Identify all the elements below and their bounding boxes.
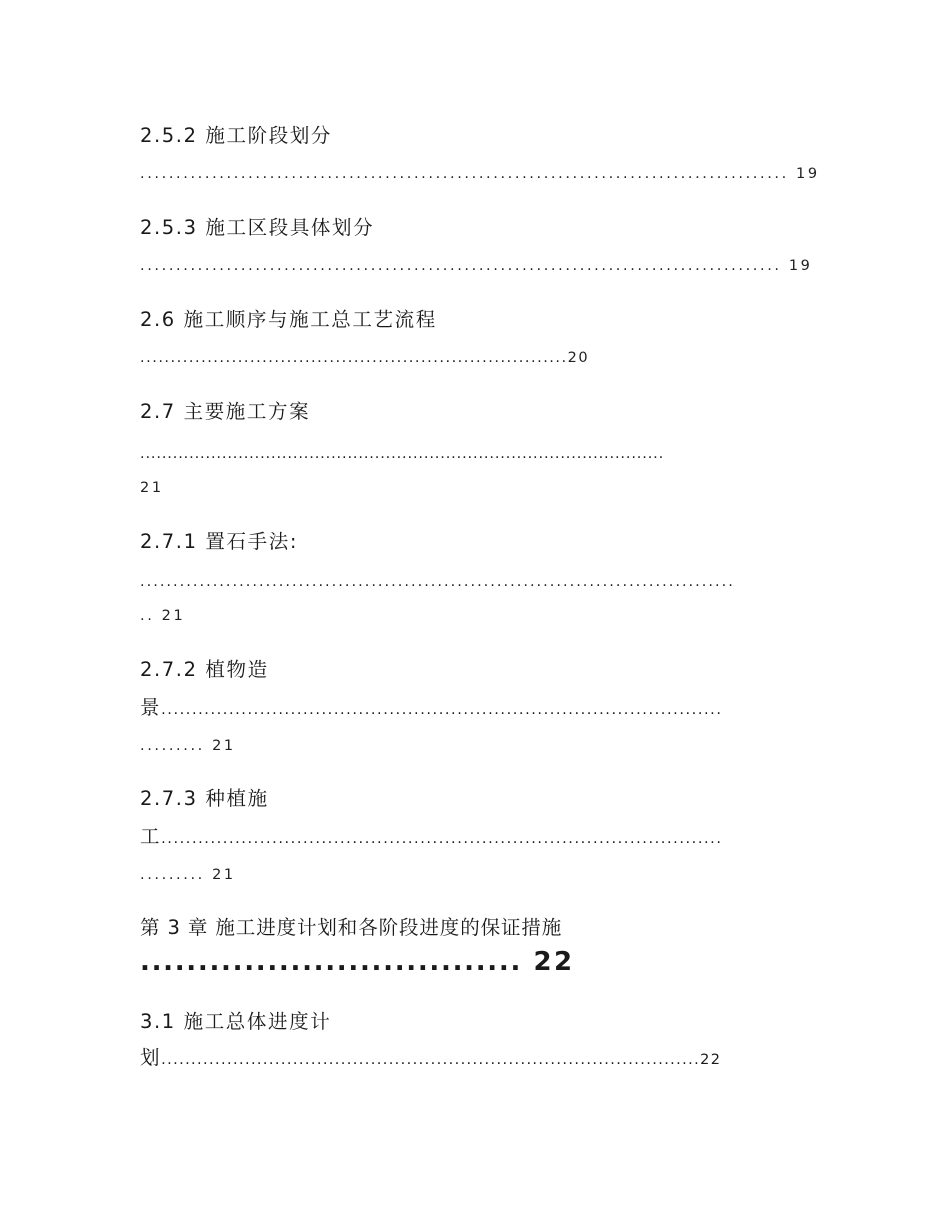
toc-entry-leader — [140, 696, 723, 722]
toc-chapter-leader — [140, 946, 574, 978]
page-number: .. 21 — [140, 608, 186, 624]
page-number: 19 — [788, 258, 813, 274]
toc-chapter-title: 第 3 章 施工进度计划和各阶段进度的保证措施 — [140, 916, 563, 939]
toc-entry-title: 2.7.1 置石手法: — [140, 530, 298, 553]
dot-leader: ..........................................................................................22 — [161, 1052, 722, 1068]
toc-entry-leader: ......................................................................20 — [140, 350, 590, 366]
toc-entry-title: 2.5.2 施工阶段划分 — [140, 124, 333, 147]
dot-leader: .......................................................................................... — [140, 574, 735, 590]
page-number: 22 — [533, 947, 575, 977]
toc-entry-title: 2.6 施工顺序与施工总工艺流程 — [140, 308, 437, 331]
title-continuation: 划 — [140, 1046, 162, 1069]
page-number: ......... 21 — [140, 738, 236, 754]
title-continuation: 景 — [140, 696, 162, 719]
dot-leader: ......................................................................................... — [140, 258, 782, 274]
toc-entry-leader — [140, 825, 723, 851]
toc-entry-leader — [140, 1046, 721, 1072]
toc-entry-title: 3.1 施工总体进度计 — [140, 1010, 332, 1033]
toc-entry-leader — [140, 256, 813, 276]
dot-leader: ........................................................................................... — [161, 702, 723, 718]
toc-entry-title: 2.7 主要施工方案 — [140, 400, 311, 423]
page-number: 19 — [796, 166, 820, 182]
dot-leader: ........................................................................................... — [161, 831, 723, 847]
toc-entry-title: 2.7.3 种植施 — [140, 787, 269, 810]
dot-leader: ................................. — [140, 947, 523, 977]
title-continuation: 工 — [140, 825, 162, 848]
dot-leader: ................................................................................................ — [140, 446, 665, 462]
toc-entry-title: 2.5.3 施工区段具体划分 — [140, 216, 375, 239]
page-number: 21 — [140, 480, 164, 496]
toc-entry-title: 2.7.2 植物造 — [140, 658, 269, 681]
page-number: ......... 21 — [140, 867, 236, 883]
toc-entry-leader — [140, 164, 820, 184]
dot-leader: .......................................................................................... — [140, 166, 789, 182]
